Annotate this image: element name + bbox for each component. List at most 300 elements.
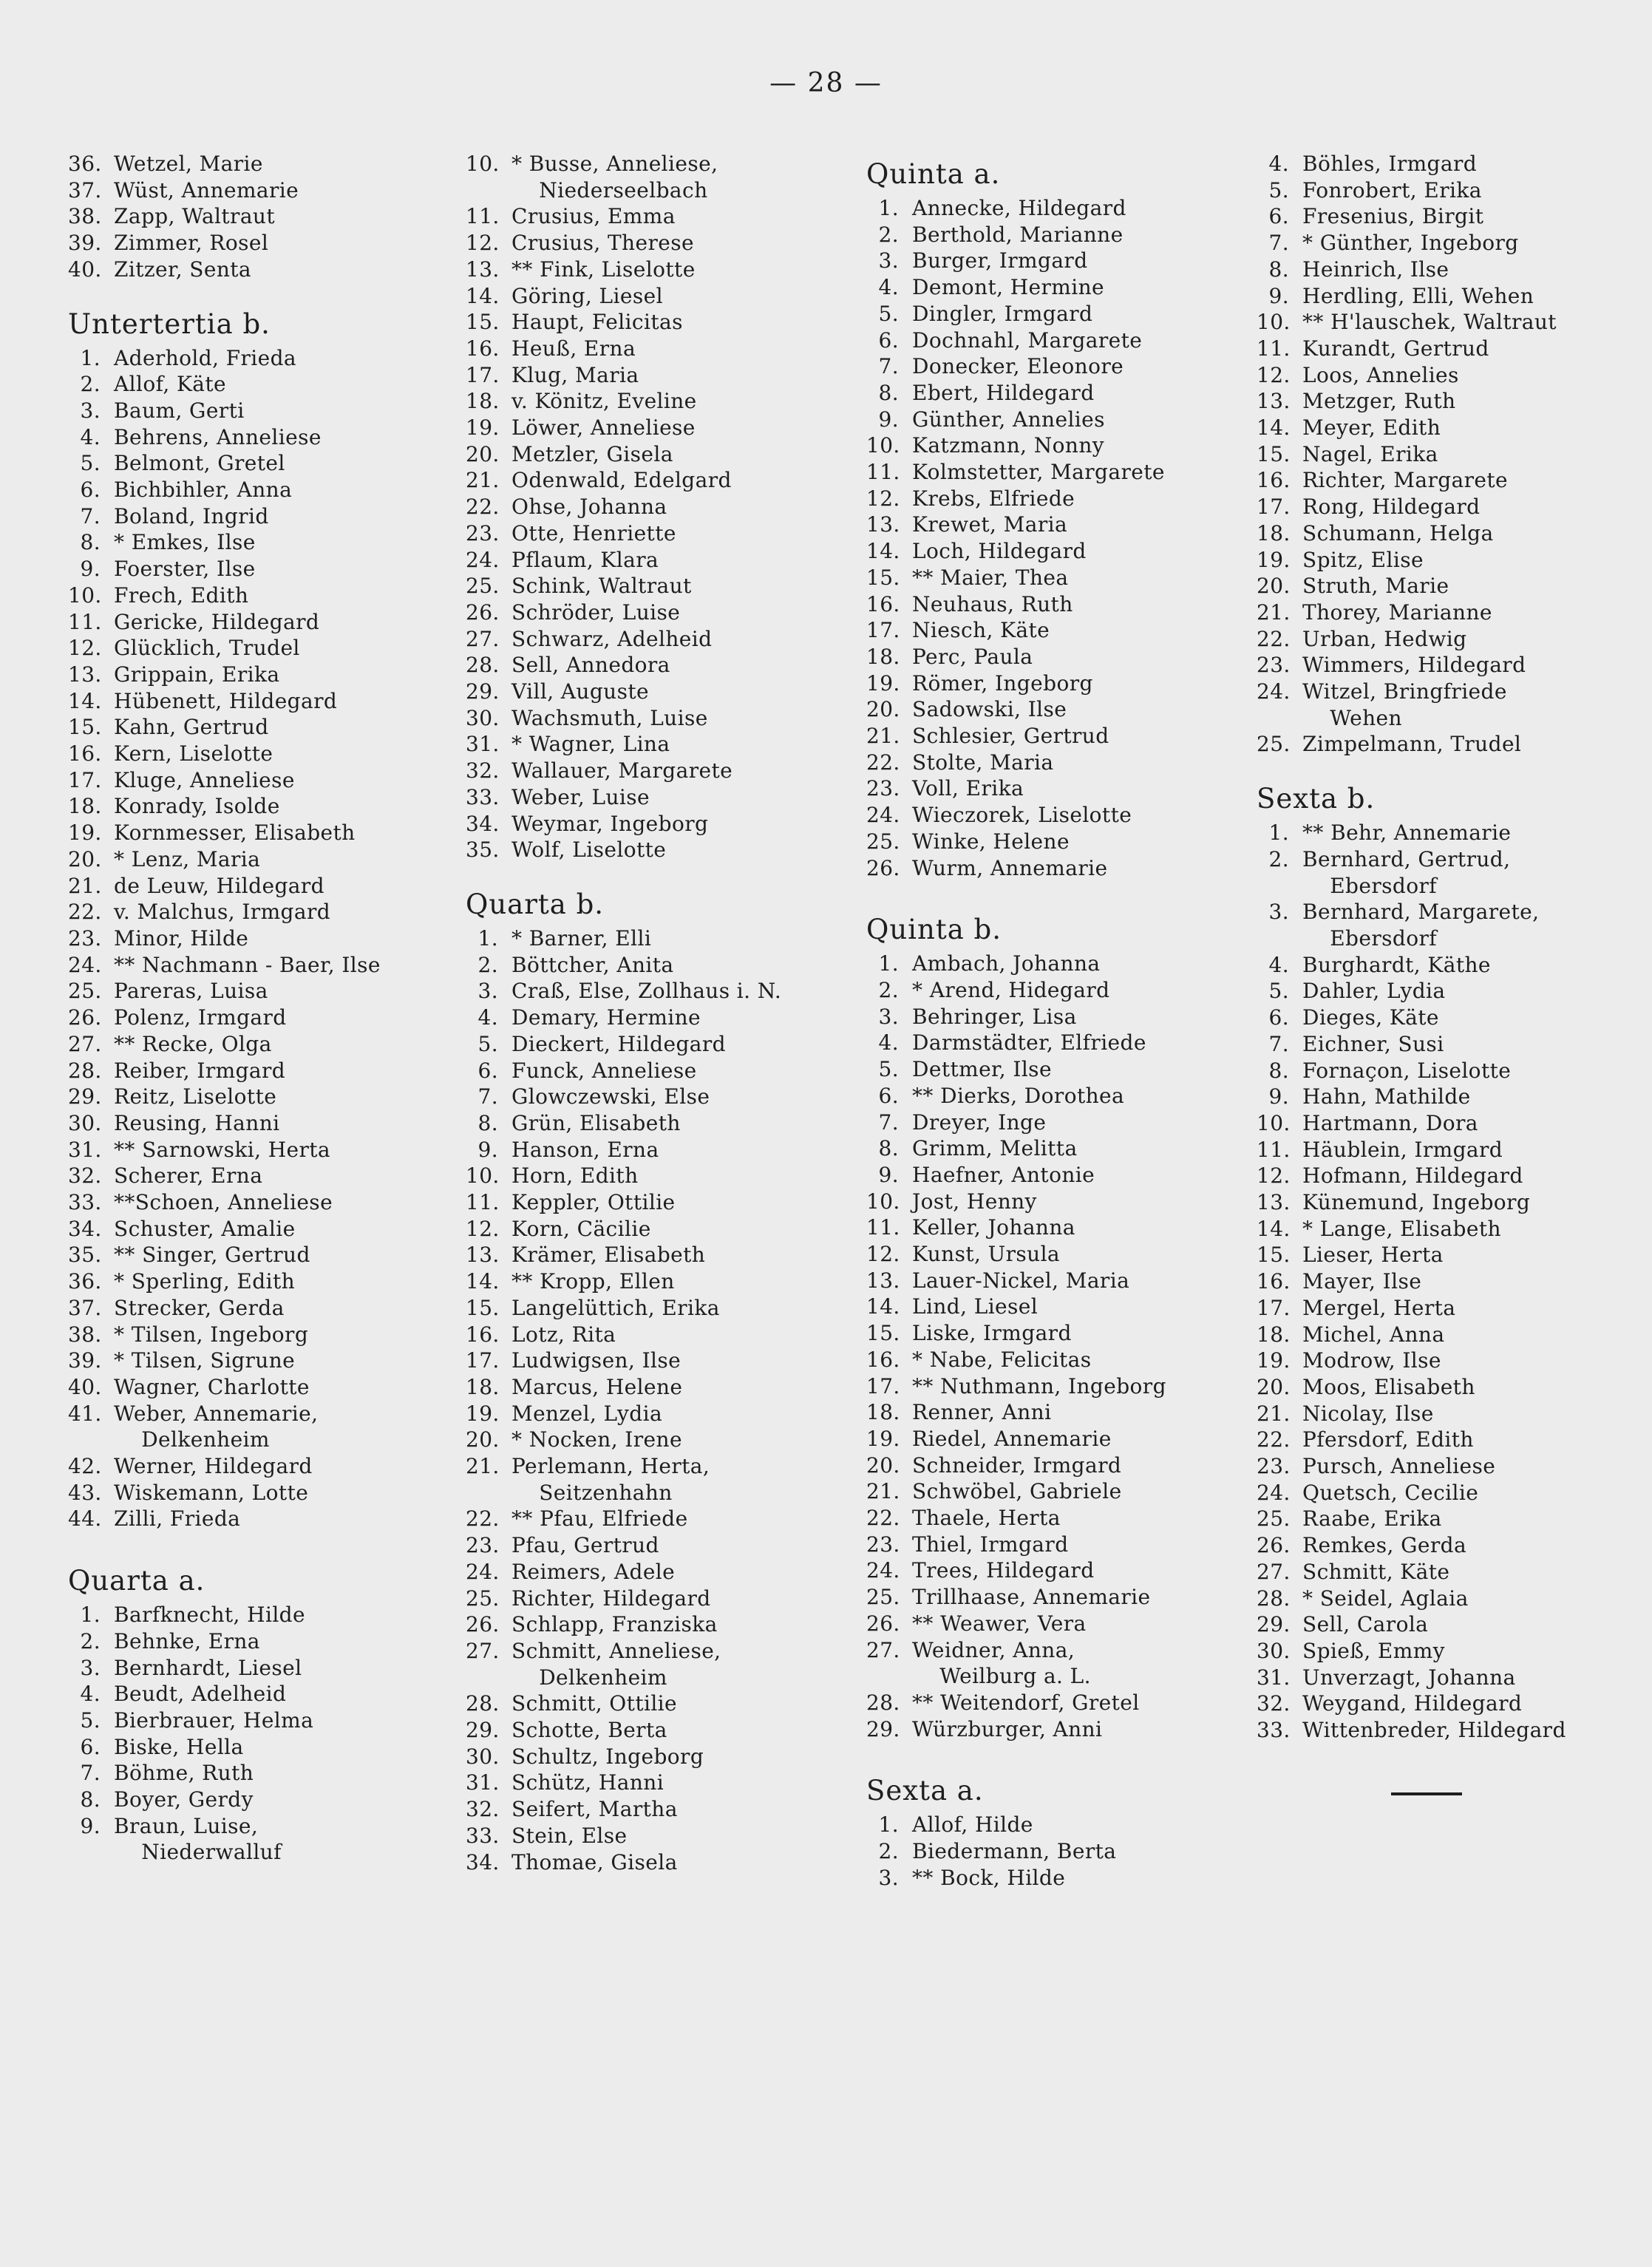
student-name: Demary, Hermine (511, 1005, 701, 1030)
entry-number: 19. (866, 1426, 900, 1451)
roster-entry (466, 1480, 865, 1506)
student-name: Crusius, Therese (511, 231, 694, 256)
roster-entry (68, 1681, 452, 1707)
roster-entry (466, 1717, 865, 1744)
entry-number: 9. (80, 557, 101, 582)
roster-entry (866, 222, 1265, 248)
roster-entry (1257, 388, 1641, 415)
roster-entry (866, 1690, 1265, 1716)
roster-entry (466, 1242, 865, 1268)
roster-entry (466, 494, 865, 520)
roster-entry (68, 1216, 452, 1243)
roster-entry (466, 1427, 865, 1453)
roster-entry (68, 899, 452, 925)
student-name: Stein, Else (511, 1823, 628, 1848)
student-name: ** Bock, Hilde (912, 1865, 1066, 1890)
roster-entry (68, 1137, 452, 1163)
roster-entry (466, 177, 865, 204)
entry-number: 14. (466, 1269, 500, 1294)
page-number: — 28 — (769, 68, 883, 98)
roster-entry (866, 1865, 1265, 1892)
entry-number: 24. (1257, 1480, 1291, 1505)
entry-number: 27. (1257, 1559, 1291, 1584)
student-name: Wachsmuth, Luise (511, 705, 708, 730)
student-name: Urban, Hedwig (1302, 626, 1467, 651)
roster-entry (1257, 1031, 1641, 1058)
roster-entry (1257, 1453, 1641, 1480)
entry-number: 29. (466, 679, 500, 704)
roster-entry (866, 696, 1265, 723)
roster-entry (68, 1110, 452, 1137)
entry-number: 33. (466, 1823, 500, 1848)
entry-number: 18. (466, 389, 500, 414)
roster-entry (1257, 925, 1641, 952)
roster-entry (1257, 1665, 1641, 1691)
roster-entry (466, 230, 865, 256)
entry-number: 1. (80, 1602, 101, 1628)
entry-number: 11. (1257, 1137, 1291, 1162)
student-name: Weygand, Hildegard (1302, 1691, 1523, 1716)
entry-number: 32. (466, 758, 500, 784)
entry-number: 30. (1257, 1638, 1291, 1663)
student-name: Ludwigsen, Ilse (511, 1348, 681, 1373)
student-name: Wetzel, Marie (114, 152, 263, 176)
roster-entry (68, 1602, 452, 1628)
roster-entry (68, 688, 452, 715)
roster-entry (466, 952, 865, 979)
roster-entry (866, 459, 1265, 486)
student-name: Grimm, Melitta (912, 1136, 1078, 1161)
roster-entry (466, 547, 865, 574)
student-name: Konrady, Isolde (114, 794, 280, 819)
roster-entry (1257, 1611, 1641, 1638)
entry-number: 6. (1268, 204, 1289, 229)
entry-number: 3. (878, 1865, 899, 1890)
student-name: Wallauer, Margarete (511, 758, 733, 784)
roster-entry (466, 599, 865, 626)
student-name: * Emkes, Ilse (114, 530, 256, 555)
roster-entry (68, 230, 452, 256)
student-name: Schwöbel, Gabriele (912, 1479, 1122, 1504)
roster-entry (1257, 820, 1641, 846)
student-name: * Wagner, Lina (511, 732, 670, 757)
student-name: Metzger, Ruth (1302, 389, 1456, 414)
column-4 (1257, 151, 1641, 1769)
student-name: Delkenheim (511, 1665, 667, 1690)
student-name: ** Dierks, Dorothea (912, 1083, 1125, 1108)
entry-number: 27. (866, 1637, 900, 1662)
roster-entry (466, 626, 865, 653)
entry-number: 36. (68, 1269, 102, 1294)
entry-number: 18. (866, 1400, 900, 1425)
roster-entry (1257, 705, 1641, 732)
entry-number: 20. (466, 441, 500, 466)
student-name: Kornmesser, Elisabeth (114, 820, 356, 846)
roster-entry (866, 327, 1265, 354)
entry-number: 24. (466, 1559, 500, 1584)
student-name: Nagel, Erika (1302, 441, 1438, 466)
roster-entry (1257, 203, 1641, 230)
entry-number: 28. (68, 1058, 102, 1083)
student-name: Spieß, Emmy (1302, 1638, 1445, 1663)
entry-number: 29. (1257, 1612, 1291, 1637)
student-name: ** Maier, Thea (912, 565, 1069, 590)
entry-number: 26. (466, 1612, 500, 1637)
student-name: Barfknecht, Hilde (114, 1602, 305, 1628)
student-name: ** Fink, Liselotte (511, 256, 696, 282)
student-name: Metzler, Gisela (511, 441, 673, 466)
entry-number: 8. (878, 380, 899, 405)
roster-entry (1257, 283, 1641, 310)
roster-entry (68, 1453, 452, 1480)
entry-number: 2. (1268, 846, 1289, 871)
roster-entry (866, 353, 1265, 380)
roster-entry (68, 1628, 452, 1655)
student-name: * Günther, Ingeborg (1302, 231, 1519, 256)
entry-number: 14. (866, 1294, 900, 1319)
student-name: Hahn, Mathilde (1302, 1084, 1471, 1109)
entry-number: 21. (1257, 599, 1291, 625)
entry-number: 26. (866, 1611, 900, 1636)
entry-number: 7. (878, 1109, 899, 1135)
section-heading: Quarta a. (68, 1565, 205, 1597)
roster-entry (68, 873, 452, 900)
entry-number: 29. (68, 1084, 102, 1109)
roster-entry (1257, 679, 1641, 705)
roster-entry (466, 1084, 865, 1110)
student-name: Polenz, Irmgard (114, 1005, 287, 1030)
student-name: Hanson, Erna (511, 1137, 659, 1162)
entry-number: 1. (878, 196, 899, 220)
roster-entry (466, 652, 865, 679)
entry-number: 21. (466, 468, 500, 493)
roster-entry (1257, 1163, 1641, 1189)
roster-entry (68, 662, 452, 688)
roster-entry (68, 151, 452, 177)
student-name: Allof, Käte (114, 372, 226, 397)
roster-entry (68, 450, 452, 477)
entry-number: 24. (466, 547, 500, 572)
student-name: Reimers, Adele (511, 1559, 676, 1584)
roster-entry (466, 1744, 865, 1770)
entry-number: 38. (68, 204, 102, 229)
student-name: Moos, Elisabeth (1302, 1374, 1475, 1399)
roster-entry (466, 837, 865, 863)
entry-number: 6. (80, 477, 101, 503)
entry-number: 1. (1268, 820, 1289, 846)
student-name: ** Recke, Olga (114, 1031, 272, 1056)
student-name: Otte, Henriette (511, 520, 676, 545)
student-name: Hübenett, Hildegard (114, 688, 338, 713)
roster-entry (68, 503, 452, 530)
student-name: Klug, Maria (511, 362, 639, 387)
student-name: Meyer, Edith (1302, 415, 1441, 441)
student-name: Wittenbreder, Hildegard (1302, 1718, 1566, 1743)
entry-number: 32. (68, 1163, 102, 1189)
roster-entry (68, 1813, 452, 1840)
student-name: Ebersdorf (1302, 925, 1438, 951)
student-name: Neuhaus, Ruth (912, 591, 1073, 616)
roster-entry (466, 1347, 865, 1374)
entry-number: 20. (68, 846, 102, 871)
student-name: Schneider, Irmgard (912, 1452, 1122, 1478)
roster-entry (1257, 1005, 1641, 1031)
entry-number: 9. (878, 407, 899, 432)
student-name: Grippain, Erika (114, 662, 280, 687)
entry-number: 17. (866, 1373, 900, 1398)
entry-number: 19. (866, 670, 900, 696)
entry-number: 33. (1257, 1718, 1291, 1743)
roster-entry (466, 283, 865, 310)
student-name: Kahn, Gertrud (114, 715, 269, 740)
entry-number: 23. (68, 925, 102, 951)
roster-entry (866, 1214, 1265, 1241)
entry-number: 1. (878, 1812, 899, 1838)
roster-entry (1257, 626, 1641, 653)
roster-entry (1257, 1427, 1641, 1453)
entry-number: 21. (866, 1479, 900, 1504)
student-name: Pflaum, Klara (511, 547, 659, 572)
entry-number: 10. (1257, 1110, 1291, 1135)
student-name: Schink, Waltraut (511, 574, 692, 599)
roster-entry (466, 758, 865, 784)
entry-number: 12. (1257, 1163, 1291, 1189)
student-name: Trees, Hildegard (912, 1558, 1095, 1583)
entry-number: 8. (80, 530, 101, 555)
roster-entry (68, 1760, 452, 1787)
student-name: Perc, Paula (912, 644, 1033, 669)
roster-entry (68, 529, 452, 556)
student-name: Bierbrauer, Helma (114, 1707, 314, 1733)
student-name: Richter, Hildegard (511, 1585, 711, 1611)
entry-number (466, 1480, 498, 1506)
roster-entry (68, 741, 452, 767)
entry-number: 12. (1257, 362, 1291, 387)
student-name: Sadowski, Ilse (912, 697, 1067, 722)
roster-entry (68, 177, 452, 204)
student-name: Wiskemann, Lotte (114, 1480, 309, 1505)
entry-number: 2. (80, 372, 101, 397)
roster-entry (466, 1506, 865, 1532)
roster-entry (68, 820, 452, 846)
entry-number: 2. (477, 952, 498, 977)
student-name: * Sperling, Edith (114, 1269, 296, 1294)
entry-number: 10. (466, 152, 500, 176)
student-name: Menzel, Lydia (511, 1401, 663, 1426)
roster-entry (466, 1690, 865, 1717)
roster-entry (466, 705, 865, 732)
roster-entry (466, 1796, 865, 1823)
roster-entry (866, 1478, 1265, 1505)
roster-entry (1257, 652, 1641, 679)
entry-number: 15. (466, 310, 500, 335)
student-name: Gericke, Hildegard (114, 609, 320, 634)
student-name: Baum, Gerti (114, 398, 245, 423)
section-heading: Quinta b. (866, 914, 1002, 946)
roster-entry (68, 477, 452, 503)
student-name: Langelüttich, Erika (511, 1295, 720, 1320)
roster-entry (866, 301, 1265, 327)
roster-entry (68, 256, 452, 283)
student-name: Schmitt, Käte (1302, 1559, 1450, 1584)
roster-entry (866, 855, 1265, 882)
entry-number: 14. (1257, 415, 1291, 441)
entry-number: 24. (866, 1558, 900, 1583)
student-name: Niesch, Käte (912, 618, 1050, 643)
student-name: Pfersdorf, Edith (1302, 1427, 1474, 1452)
entry-number: 25. (68, 979, 102, 1004)
roster-entry (1257, 1717, 1641, 1744)
entry-number: 43. (68, 1480, 102, 1505)
student-name: Dochnahl, Margarete (912, 327, 1143, 353)
roster-entry (1257, 494, 1641, 520)
student-name: Zitzer, Senta (114, 256, 252, 282)
student-name: Delkenheim (114, 1427, 270, 1452)
entry-number: 11. (1257, 336, 1291, 361)
roster-entry (466, 1137, 865, 1163)
entry-number: 26. (866, 855, 900, 880)
student-name: Struth, Marie (1302, 574, 1449, 599)
entry-number: 25. (466, 1585, 500, 1611)
entry-number: 20. (866, 697, 900, 722)
student-name: Krebs, Elfriede (912, 486, 1075, 511)
student-name: ** Singer, Gertrud (114, 1243, 310, 1268)
student-name: Behrens, Anneliese (114, 424, 322, 449)
roster-entry (866, 977, 1265, 1004)
entry-number: 26. (68, 1005, 102, 1030)
entry-number: 9. (1268, 1084, 1289, 1109)
entry-number: 9. (477, 1137, 498, 1162)
roster-entry (1257, 309, 1641, 336)
entry-number: 10. (466, 1163, 500, 1189)
student-name: Frech, Edith (114, 582, 249, 608)
entry-number: 3. (878, 1004, 899, 1029)
student-name: ** Sarnowski, Herta (114, 1137, 331, 1162)
entry-number (68, 1839, 101, 1866)
student-name: ** Nachmann - Baer, Ilse (114, 952, 381, 977)
entry-number: 14. (866, 539, 900, 564)
roster-entry (68, 978, 452, 1005)
entry-number: 38. (68, 1322, 102, 1347)
roster-entry (866, 1452, 1265, 1479)
student-name: Michel, Anna (1302, 1322, 1445, 1347)
roster-entry (466, 256, 865, 283)
roster-entry (68, 846, 452, 873)
student-name: Kunst, Ursula (912, 1242, 1061, 1267)
roster-entry (866, 775, 1265, 802)
student-name: Spitz, Elise (1302, 547, 1424, 572)
entry-number: 17. (466, 1348, 500, 1373)
student-name: * Busse, Anneliese, (511, 152, 718, 176)
entry-number: 9. (1268, 283, 1289, 308)
roster-entry (68, 714, 452, 741)
entry-number: 13. (466, 256, 500, 282)
student-name: Schwarz, Adelheid (511, 626, 713, 651)
entry-number: 2. (878, 1839, 899, 1864)
entry-number: 16. (466, 336, 500, 361)
entry-number: 29. (466, 1718, 500, 1743)
entry-number: 17. (466, 362, 500, 387)
entry-number: 1. (80, 345, 101, 370)
entry-number: 2. (80, 1628, 101, 1653)
roster-entry (866, 1637, 1265, 1664)
entry-number: 8. (878, 1136, 899, 1161)
roster-entry (68, 1401, 452, 1427)
student-name: Zapp, Waltraut (114, 204, 276, 229)
entry-number: 18. (466, 1374, 500, 1399)
student-name: Schütz, Hanni (511, 1770, 664, 1795)
roster-entry (866, 1584, 1265, 1611)
entry-number: 11. (68, 609, 102, 634)
class-section (466, 151, 865, 863)
roster-entry (866, 1241, 1265, 1268)
roster-entry (866, 432, 1265, 459)
roster-entry (466, 679, 865, 705)
student-name: Kurandt, Gertrud (1302, 336, 1489, 361)
roster-entry (466, 1770, 865, 1796)
entry-number: 8. (1268, 256, 1289, 282)
student-name: ** Weitendorf, Gretel (912, 1690, 1140, 1715)
entry-number: 6. (878, 327, 899, 353)
entry-number: 33. (68, 1190, 102, 1215)
student-name: de Leuw, Hildegard (114, 873, 324, 898)
roster-entry (866, 1426, 1265, 1452)
entry-number: 7. (477, 1084, 498, 1109)
entry-number: 7. (1268, 231, 1289, 256)
entry-number: 28. (866, 1690, 900, 1715)
student-name: Wagner, Charlotte (114, 1374, 310, 1399)
student-name: Wolf, Liselotte (511, 837, 667, 863)
student-name: Pareras, Luisa (114, 979, 268, 1004)
student-name: * Barner, Elli (511, 925, 652, 951)
entry-number: 25. (866, 1585, 900, 1610)
roster-entry (68, 1734, 452, 1761)
roster-entry (866, 1189, 1265, 1215)
entry-number: 5. (878, 301, 899, 326)
roster-entry (1257, 1295, 1641, 1322)
roster-entry (866, 1399, 1265, 1426)
roster-entry (1257, 1480, 1641, 1506)
entry-number: 22. (466, 1506, 500, 1532)
roster-entry (68, 1707, 452, 1734)
student-name: Loos, Annelies (1302, 362, 1459, 387)
roster-entry (866, 670, 1265, 697)
student-name: Schotte, Berta (511, 1718, 667, 1743)
student-name: Vill, Auguste (511, 679, 649, 704)
roster-entry (68, 1347, 452, 1374)
student-name: Werner, Hildegard (114, 1454, 313, 1479)
roster-entry (866, 1030, 1265, 1056)
roster-entry (68, 1295, 452, 1322)
student-name: Modrow, Ilse (1302, 1348, 1441, 1373)
roster-entry (68, 1242, 452, 1268)
student-name: Foerster, Ilse (114, 557, 256, 582)
roster-entry (68, 1506, 452, 1532)
student-name: Ebersdorf (1302, 873, 1438, 898)
class-section (68, 301, 452, 1533)
student-name: Minor, Hilde (114, 925, 249, 951)
section-heading: Quarta b. (466, 888, 605, 920)
roster-entry (466, 1374, 865, 1401)
entry-number: 40. (68, 1374, 102, 1399)
roster-entry (68, 1787, 452, 1813)
student-name: Belmont, Gretel (114, 451, 285, 476)
entry-number: 11. (466, 1190, 500, 1215)
roster-entry (866, 1838, 1265, 1865)
entry-number: 11. (866, 1215, 900, 1240)
entry-number: 10. (866, 433, 900, 458)
entry-number: 28. (466, 653, 500, 678)
